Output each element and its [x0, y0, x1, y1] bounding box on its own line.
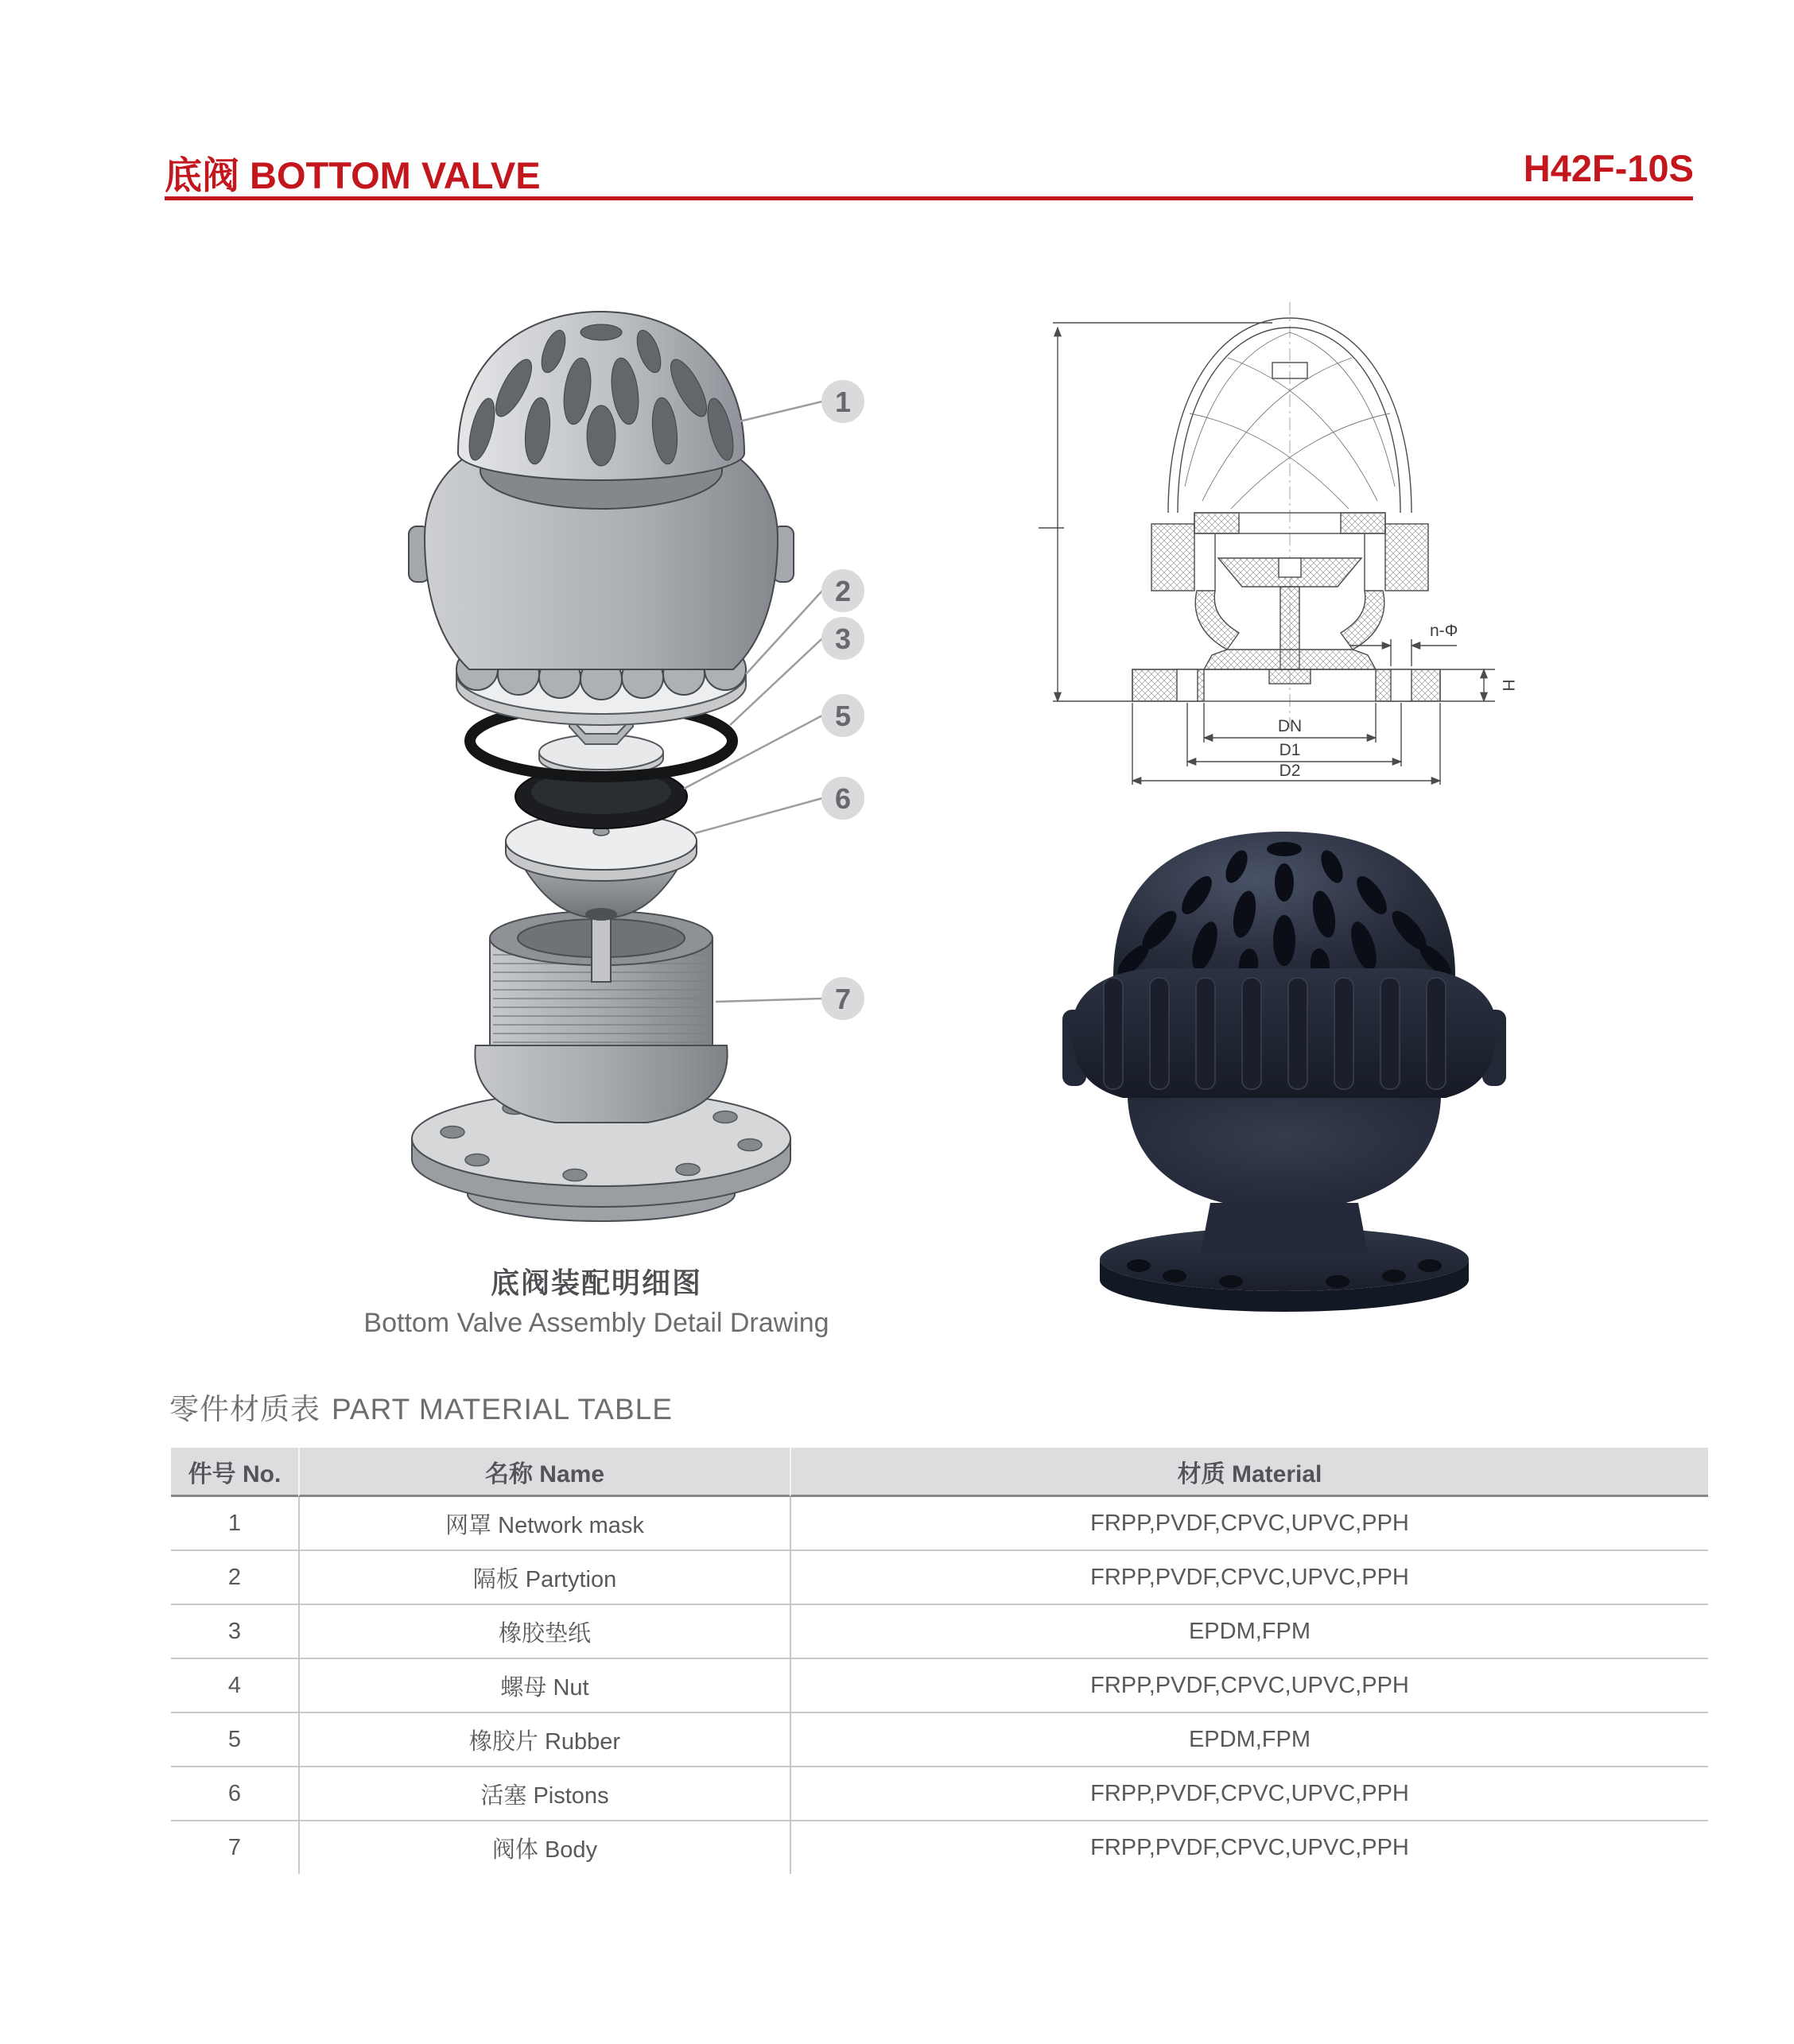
cell-no: 5 — [171, 1713, 298, 1767]
table-row — [171, 1713, 1708, 1767]
cell-material: FRPP,PVDF,CPVC,UPVC,PPH — [790, 1821, 1708, 1874]
piston-stem — [592, 914, 611, 982]
dim-label-bolt-holes: n-Φ — [1430, 622, 1458, 640]
cell-name: 阀体 Body — [298, 1821, 790, 1874]
page-title: 底阀 BOTTOM VALVE — [165, 154, 541, 196]
callout-number-6: 6 — [834, 782, 852, 815]
cell-no: 7 — [227, 1834, 242, 1860]
product-photo — [1058, 809, 1511, 1326]
cell-name: 螺母 Nut — [298, 1659, 790, 1713]
table-row — [171, 1821, 1708, 1874]
table-section-title-zh: 零件材质表 — [169, 1393, 320, 1425]
assembly-caption — [334, 1261, 859, 1339]
table-header-row — [171, 1448, 1708, 1497]
cell-name: 橡胶片 Rubber — [298, 1713, 790, 1767]
cell-material: EPDM,FPM — [790, 1713, 1708, 1767]
cell-material: FRPP,PVDF,CPVC,UPVC,PPH — [790, 1659, 1708, 1713]
part-dome-cage — [458, 312, 744, 480]
photo-bowl — [1128, 1098, 1441, 1211]
cell-no: 4 — [171, 1659, 298, 1713]
cell-no: 1 — [171, 1497, 298, 1551]
cell-material: FRPP,PVDF,CPVC,UPVC,PPH — [790, 1551, 1708, 1605]
cell-name: 网罩 Network mask — [298, 1497, 790, 1551]
col-header-name: 名称 Name — [298, 1448, 790, 1497]
model-number: H42F-10S — [1523, 147, 1694, 189]
callout-number-2: 2 — [834, 575, 852, 607]
assembly-caption-zh: 底阀装配明细图 — [490, 1266, 702, 1299]
dim-label-dn: DN — [1277, 717, 1303, 735]
cell-no: 2 — [171, 1551, 298, 1605]
table-section-title-en: PART MATERIAL TABLE — [332, 1393, 673, 1425]
col-header-material: 材质 Material — [790, 1448, 1708, 1497]
cell-name: 橡胶垫纸 — [298, 1605, 790, 1659]
part-material-table — [171, 1448, 1708, 1874]
table-row — [171, 1551, 1708, 1605]
table-row — [171, 1605, 1708, 1659]
dim-label-d1: D1 — [1279, 741, 1301, 759]
table-row — [171, 1497, 1708, 1551]
callout-badges — [821, 380, 864, 1020]
photo-collar — [1062, 968, 1506, 1098]
dim-label-height: H — [1499, 679, 1517, 692]
cell-name: 活塞 Pistons — [298, 1767, 790, 1821]
callout-number-5: 5 — [834, 700, 852, 732]
callout-number-3: 3 — [834, 623, 852, 655]
cell-material: FRPP,PVDF,CPVC,UPVC,PPH — [790, 1497, 1708, 1551]
dim-label-d2: D2 — [1279, 762, 1301, 780]
callout-number-1: 1 — [834, 386, 852, 418]
dimension-drawing — [1034, 296, 1734, 785]
cell-material: FRPP,PVDF,CPVC,UPVC,PPH — [790, 1767, 1708, 1821]
assembly-caption-en: Bottom Valve Assembly Detail Drawing — [363, 1308, 829, 1338]
callout-number-7: 7 — [834, 983, 852, 1015]
cell-no: 6 — [171, 1767, 298, 1821]
exploded-assembly-drawing — [342, 302, 899, 1248]
table-row — [171, 1659, 1708, 1713]
header-rule — [165, 196, 1693, 200]
cell-material: EPDM,FPM — [790, 1605, 1708, 1659]
table-section-title — [169, 1385, 673, 1428]
cell-name: 隔板 Partytion — [298, 1551, 790, 1605]
table-row — [171, 1767, 1708, 1821]
col-header-no: 件号 No. — [171, 1448, 298, 1497]
cell-no: 3 — [171, 1605, 298, 1659]
